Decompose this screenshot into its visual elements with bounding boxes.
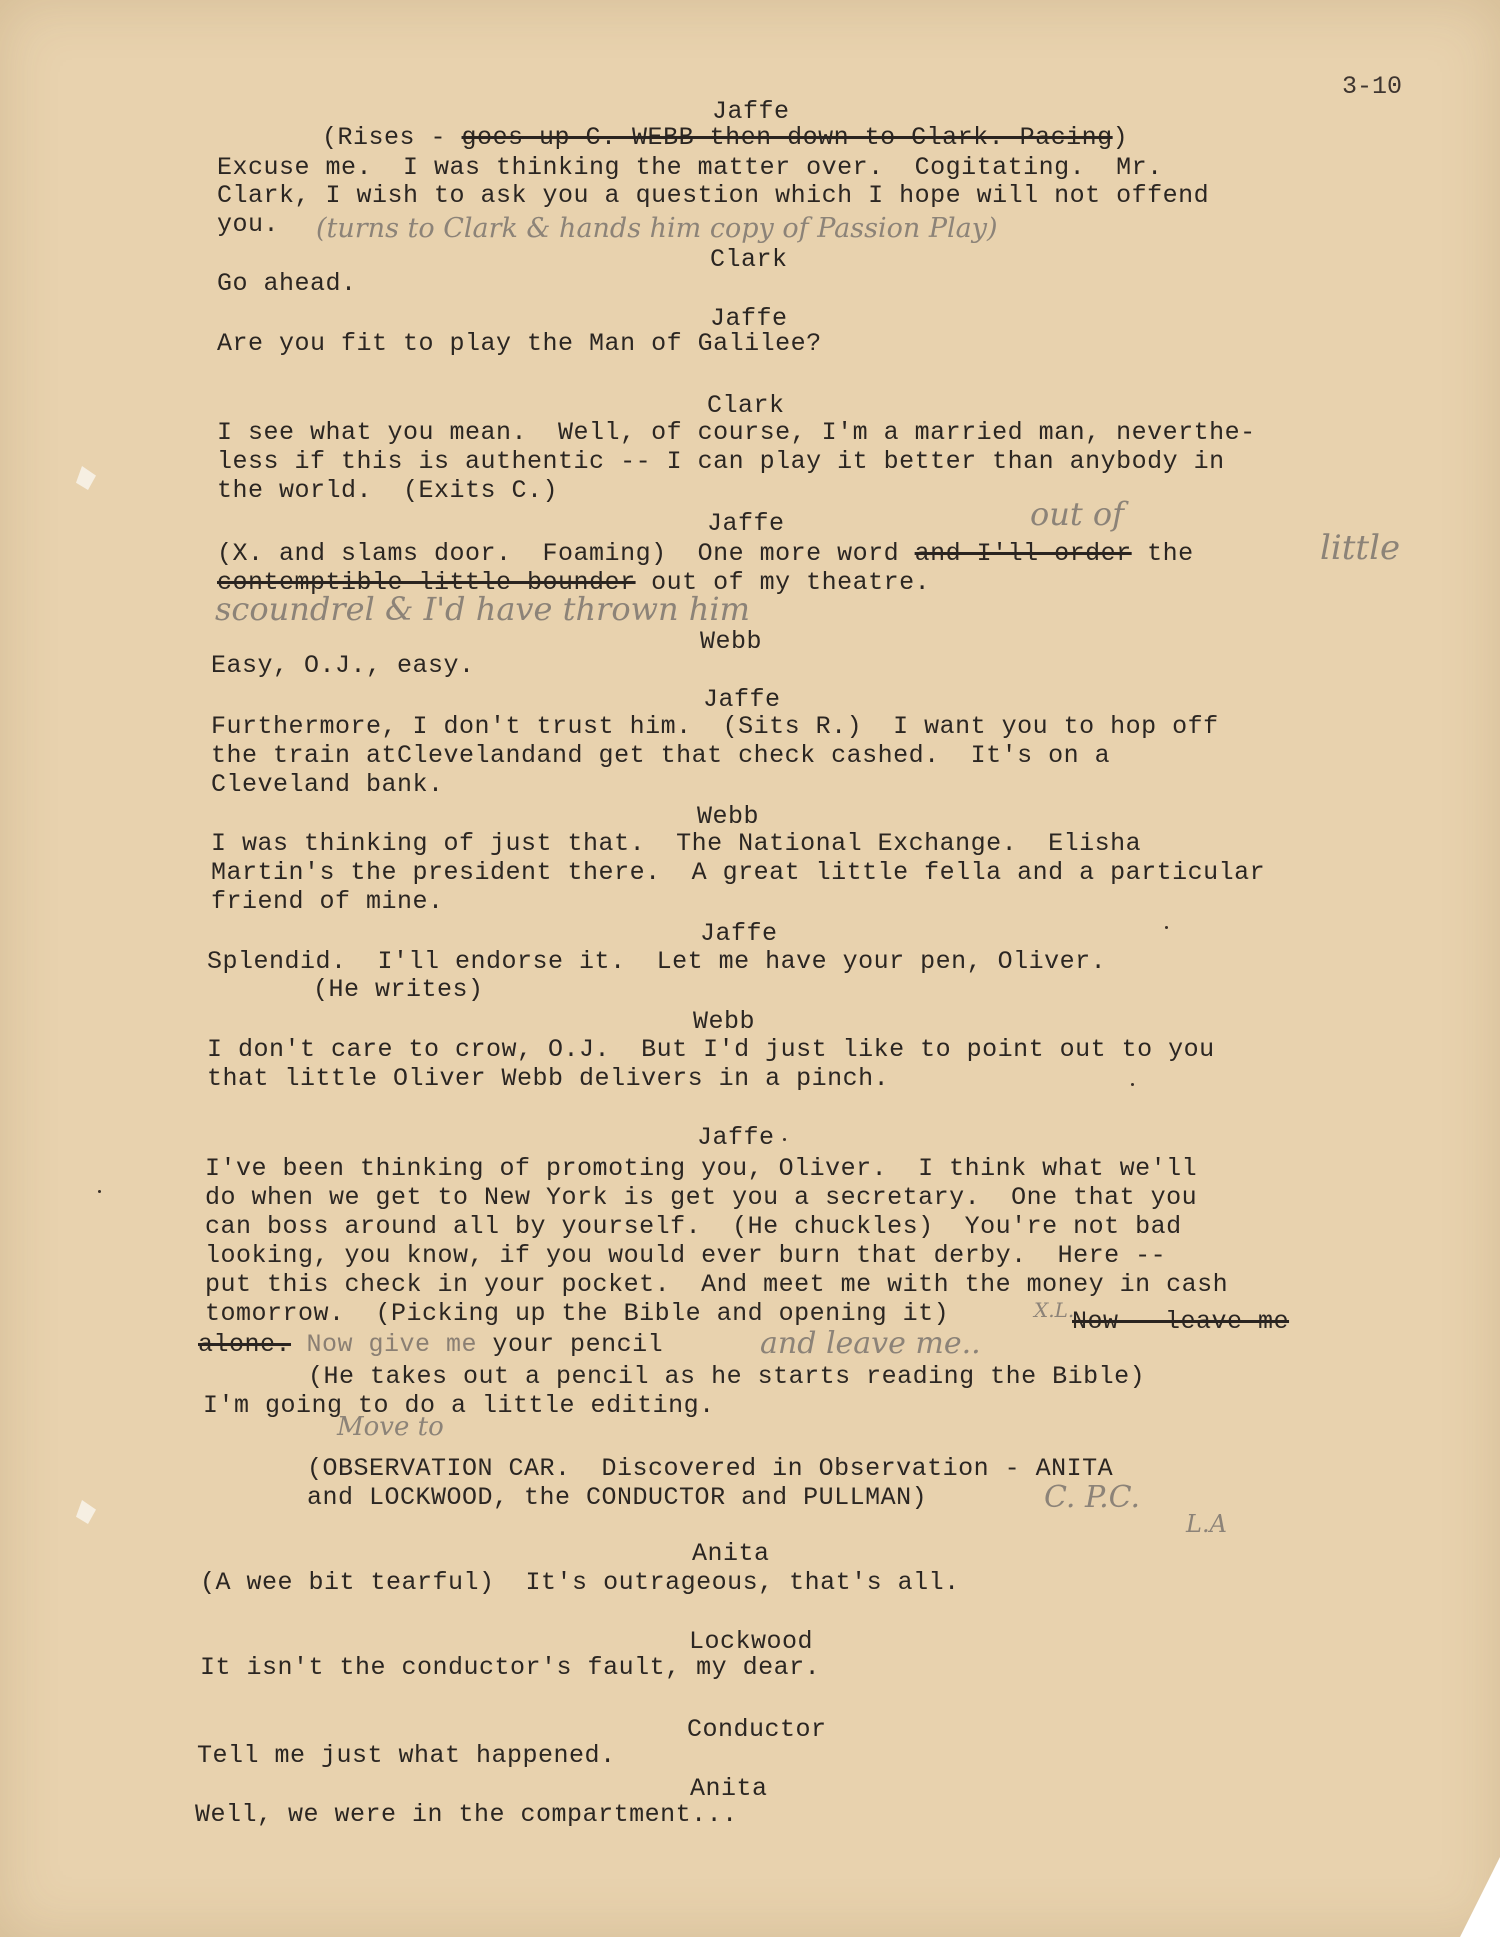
handwritten-note: X.L. [1034,1298,1075,1322]
dialogue-line: contemptible little bounder out of my theatre. [217,568,931,597]
handwritten-note: little [1320,528,1401,568]
speaker-name: Jaffe [712,97,790,126]
dialogue-line: I see what you mean. Well, of course, I'm a married man, neverthe- [217,418,1256,447]
dialogue-line: Splendid. I'll endorse it. Let me have your pen, Oliver. [207,947,1107,976]
speaker-name: Jaffe [697,1123,775,1152]
dialogue-line: Martin's the president there. A great little fella and a particular [211,858,1266,887]
stage-direction: (X. and slams door. Foaming) One more word and I'll order the [217,539,1194,568]
dialogue-line: you. [217,210,280,239]
handwritten-note: and leave me.. [760,1326,981,1361]
stage-direction: (Rises - goes up C. WEBB then down to Clark. Pacing) [322,123,1129,152]
stage-direction: (He writes) [313,975,484,1004]
dialogue-line: I'm going to do a little editing. [203,1391,715,1420]
dialogue-line: Excuse me. I was thinking the matter over. Cogitating. Mr. [217,153,1163,182]
dialogue-line: less if this is authentic -- I can play it better than anybody in [217,447,1225,476]
speaker-name: Webb [697,802,760,831]
dialogue-line: I don't care to crow, O.J. But I'd just like to point out to you [207,1035,1215,1064]
dialogue-line: Easy, O.J., easy. [211,651,475,680]
stage-direction: (He takes out a pencil as he starts reading the Bible) [308,1362,1146,1391]
dialogue-line: Furthermore, I don't trust him. (Sits R.) I want you to hop off [211,712,1219,741]
dialogue-line: the train atClevelandand get that check cashed. It's on a [211,741,1111,770]
dialogue-line: Cleveland bank. [211,770,444,799]
dialogue-line: looking, you know, if you would ever burn that derby. Here -- [205,1241,1167,1270]
speaker-name: Anita [692,1539,770,1568]
speaker-name: Lockwood [689,1627,814,1656]
handwritten-note: L.A [1186,1510,1227,1538]
speaker-name: Webb [700,627,763,656]
dialogue-line: Clark, I wish to ask you a question which I hope will not offend [217,181,1210,210]
dialogue-line: the world. (Exits C.) [217,476,559,505]
speaker-name: Webb [693,1007,756,1036]
handwritten-note: (turns to Clark & hands him copy of Passion Play) [316,213,998,244]
struck-dialogue: Now - leave me [1072,1307,1290,1336]
dialogue-line: Tell me just what happened. [197,1741,616,1770]
speaker-name: Jaffe [710,304,788,333]
speaker-name: Conductor [687,1715,827,1744]
dialogue-line: Well, we were in the compartment... [195,1800,738,1829]
dialogue-line: I've been thinking of promoting you, Oliver. I think what we'll [205,1154,1198,1183]
handwritten-note: scoundrel & I'd have thrown him [215,590,750,628]
handwritten-note: out of [1030,495,1125,533]
dialogue-line: that little Oliver Webb delivers in a pinch. [207,1064,890,1093]
speaker-name: Clark [710,245,788,274]
stage-direction: and LOCKWOOD, the CONDUCTOR and PULLMAN) [307,1483,928,1512]
speaker-name: Anita [690,1774,768,1803]
handwritten-note: C. P.C. [1044,1480,1141,1515]
page-number: 3-10 [1342,72,1403,101]
dialogue-line: put this check in your pocket. And meet me with the money in cash [205,1270,1229,1299]
dialogue-line: Are you fit to play the Man of Galilee? [217,329,822,358]
stage-direction: (OBSERVATION CAR. Discovered in Observation - ANITA [307,1454,1114,1483]
dialogue-line: do when we get to New York is get you a secretary. One that you [205,1183,1198,1212]
dialogue-line: (A wee bit tearful) It's outrageous, that's all. [200,1568,960,1597]
dialogue-line: tomorrow. (Picking up the Bible and opening it) [205,1299,950,1328]
speaker-name: Jaffe [700,919,778,948]
speaker-name: Jaffe [703,685,781,714]
dialogue-line: Go ahead. [217,269,357,298]
dialogue-line: It isn't the conductor's fault, my dear. [200,1653,821,1682]
dialogue-line: friend of mine. [211,887,444,916]
speaker-name: Clark [707,391,785,420]
speaker-name: Jaffe [707,509,785,538]
dialogue-line: alone. Now give me your pencil [198,1330,664,1359]
dialogue-line: can boss around all by yourself. (He chuckles) You're not bad [205,1212,1182,1241]
dialogue-line: I was thinking of just that. The National Exchange. Elisha [211,829,1142,858]
handwritten-note: Move to [337,1412,444,1442]
